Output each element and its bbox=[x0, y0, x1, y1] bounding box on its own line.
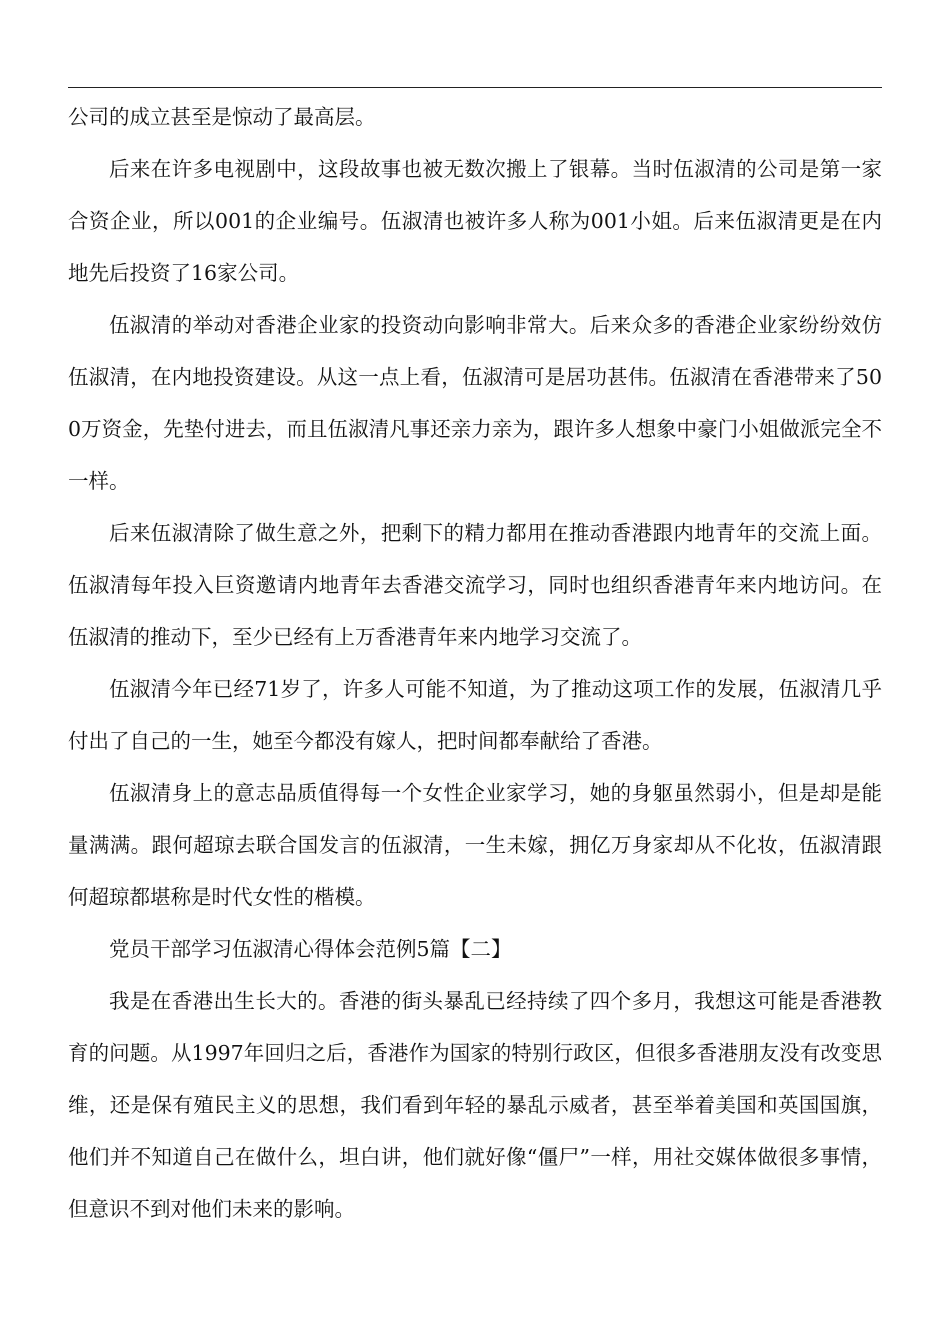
header-rule bbox=[68, 87, 882, 88]
paragraph-7: 我是在香港出生长大的。香港的街头暴乱已经持续了四个多月，我想这可能是香港教育的问题。从1997年回归之后，香港作为国家的特别行政区，但很多香港朋友没有改变思维，还是保有殖民主义的思想，我们看到年轻的暴乱示威者，甚至举着美国和英国国旗，他们并不知道自己在做什么，坦白讲，他们就好像“僵尸”一样，用社交媒体做很多事情，但意识不到对他们未来的影响。 bbox=[68, 989, 882, 1221]
paragraph-4: 后来伍淑清除了做生意之外，把剩下的精力都用在推动香港跟内地青年的交流上面。伍淑清每年投入巨资邀请内地青年去香港交流学习，同时也组织香港青年来内地访问。在伍淑清的推动下，至少已经有上万香港青年来内地学习交流了。 bbox=[68, 521, 882, 649]
paragraph-2: 后来在许多电视剧中，这段故事也被无数次搬上了银幕。当时伍淑清的公司是第一家合资企业，所以001的企业编号。伍淑清也被许多人称为001小姐。后来伍淑清更是在内地先后投资了16家公司。 bbox=[68, 157, 882, 285]
paragraph-1: 公司的成立甚至是惊动了最高层。 bbox=[68, 105, 376, 129]
section-heading: 党员干部学习伍淑清心得体会范例5篇【二】 bbox=[109, 937, 512, 961]
paragraph-6: 伍淑清身上的意志品质值得每一个女性企业家学习，她的身躯虽然弱小，但是却是能量满满。跟何超琼去联合国发言的伍淑清，一生未嫁，拥亿万身家却从不化妆，伍淑清跟何超琼都堪称是时代女性的楷模。 bbox=[68, 781, 882, 909]
paragraph-5: 伍淑清今年已经71岁了，许多人可能不知道，为了推动这项工作的发展，伍淑清几乎付出了自己的一生，她至今都没有嫁人，把时间都奉献给了香港。 bbox=[68, 677, 882, 753]
document-body bbox=[68, 91, 882, 1235]
paragraph-3: 伍淑清的举动对香港企业家的投资动向影响非常大。后来众多的香港企业家纷纷效仿伍淑清，在内地投资建设。从这一点上看，伍淑清可是居功甚伟。伍淑清在香港带来了500万资金，先垫付进去，而且伍淑清凡事还亲力亲为，跟许多人想象中豪门小姐做派完全不一样。 bbox=[68, 313, 882, 493]
